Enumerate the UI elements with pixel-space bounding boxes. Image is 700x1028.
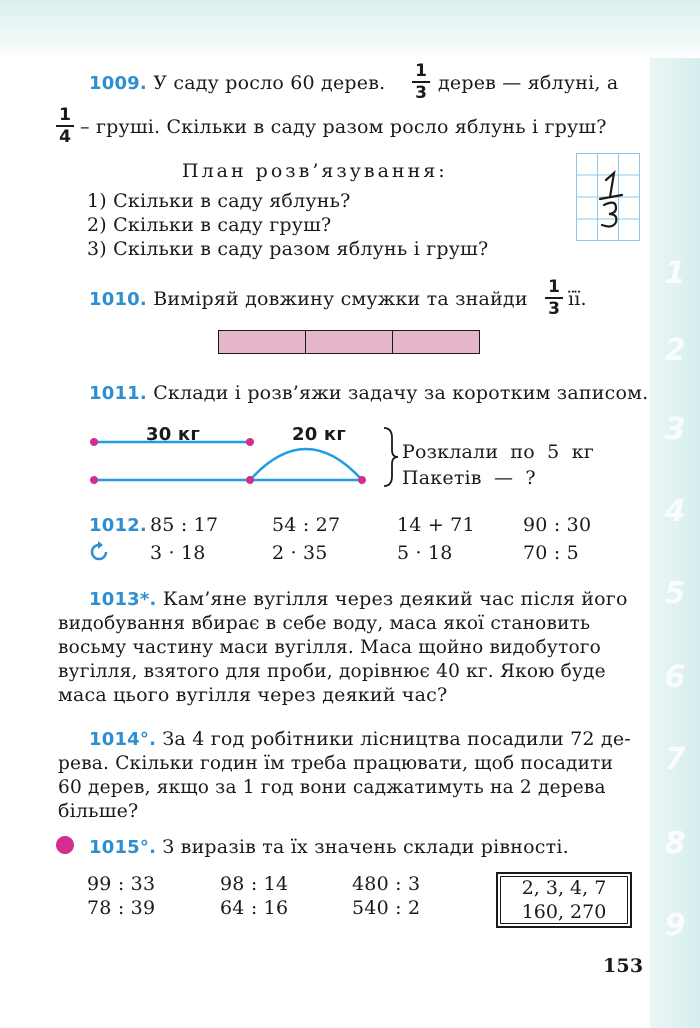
expr-1012-r1c1: 85 : 17 xyxy=(150,514,219,536)
strip-segment xyxy=(306,331,393,353)
plan-step-2: 2) Скільки в саду груш? xyxy=(87,214,332,236)
fraction-one-third xyxy=(412,62,430,102)
curly-brace xyxy=(380,426,400,488)
page-number: 153 xyxy=(603,955,644,977)
problem-1013-line3: восьму частину маси вугілля. Маса щойно видобутого xyxy=(58,637,602,658)
problem-1013-line1 xyxy=(89,588,628,611)
problem-text: За 4 год робітники лісництва посадили 72 де- xyxy=(162,728,631,750)
label-30kg: 30 кг xyxy=(146,424,200,445)
fraction-denominator: 4 xyxy=(59,127,71,147)
grid-notebook-cell xyxy=(576,153,640,241)
measurement-strip xyxy=(218,330,480,354)
problem-number: 1010. xyxy=(89,289,147,310)
problem-1014-line3: 60 дерев, якщо за 1 год вони саджатимуть на 2 дерева xyxy=(58,777,606,798)
problem-number: 1014°. xyxy=(89,729,157,750)
expr-1012-r1c4: 90 : 30 xyxy=(523,514,592,536)
values-line-1: 2, 3, 4, 7 xyxy=(521,877,607,899)
fraction-one-quarter xyxy=(56,106,74,146)
expr-1012-r2c2: 2 · 35 xyxy=(272,542,328,564)
expr-1015-c1-r2: 78 : 39 xyxy=(87,897,156,919)
fraction-numerator: 1 xyxy=(59,105,71,125)
expr-1015-c3-r2: 540 : 2 xyxy=(352,897,421,919)
page-header-band xyxy=(0,0,700,58)
problem-1011 xyxy=(89,382,648,405)
strip-segment xyxy=(393,331,479,353)
problem-text: Склади і розв’яжи задачу за коротким записом. xyxy=(153,382,649,404)
side-tab-band xyxy=(650,58,700,1028)
expr-1015-c2-r2: 64 : 16 xyxy=(220,897,289,919)
fraction-denominator: 3 xyxy=(415,83,427,103)
problem-1013-line4: вугілля, взятого для проби, дорівнює 40 кг. Якою буде xyxy=(58,661,606,682)
expr-1012-r1c2: 54 : 27 xyxy=(272,514,341,536)
problem-text: Кам’яне вугілля через деякий час після його xyxy=(162,588,628,610)
side-tab-number: 7 xyxy=(664,742,686,777)
expr-1012-r1c3: 14 + 71 xyxy=(397,514,475,536)
problem-1014-line2: рева. Скільки годин їм треба працювати, щоб посадити xyxy=(58,753,614,774)
values-box xyxy=(496,872,632,928)
note-portion: Розклали по 5 кг xyxy=(402,441,594,463)
magenta-bullet-icon xyxy=(56,836,74,854)
fraction-numerator: 1 xyxy=(548,277,560,297)
problem-1015 xyxy=(89,836,569,859)
values-line-2: 160, 270 xyxy=(521,901,607,923)
side-tab-number: 9 xyxy=(664,908,686,943)
problem-text: Виміряй довжину смужки та знайди xyxy=(153,288,528,310)
fraction-numerator: 1 xyxy=(415,61,427,81)
problem-number: 1013*. xyxy=(89,589,157,610)
plan-step-1: 1) Скільки в саду яблунь? xyxy=(87,190,351,212)
problem-1009-line2: – груші. Скільки в саду разом росло яблунь і груш? xyxy=(80,116,607,138)
expr-1015-c2-r1: 98 : 14 xyxy=(220,873,289,895)
circular-arrows-icon xyxy=(87,540,111,564)
side-tab-number: 5 xyxy=(664,576,686,611)
label-20kg: 20 кг xyxy=(292,424,346,445)
problem-number: 1009. xyxy=(89,73,147,94)
side-tab-number: 1 xyxy=(664,256,686,291)
expr-1012-r2c4: 70 : 5 xyxy=(523,542,579,564)
note-packets: Пакетів — ? xyxy=(402,467,536,489)
plan-step-3: 3) Скільки в саду разом яблунь і груш? xyxy=(87,238,489,260)
problem-1009-line1-end: дерев — яблуні, а xyxy=(438,72,619,94)
side-tab-number: 4 xyxy=(664,494,686,529)
problem-number: 1015°. xyxy=(89,837,157,858)
problem-1013-line5: маса цього вугілля через деякий час? xyxy=(58,684,448,706)
fraction-one-third xyxy=(545,278,563,318)
problem-1014-line4: більше? xyxy=(58,800,139,822)
problem-text: У саду росло 60 дерев. xyxy=(153,72,386,94)
side-tab-number: 3 xyxy=(664,412,686,447)
fraction-denominator: 3 xyxy=(548,299,560,319)
strip-segment xyxy=(219,331,306,353)
problem-text: З виразів та їх значень склади рівності. xyxy=(162,836,569,858)
side-tab-number: 8 xyxy=(664,826,686,861)
expr-1012-r2c3: 5 · 18 xyxy=(397,542,453,564)
problem-number: 1011. xyxy=(89,383,147,404)
problem-1009-line1 xyxy=(89,72,385,95)
expr-1015-c3-r1: 480 : 3 xyxy=(352,873,421,895)
side-tab-number: 2 xyxy=(664,333,686,368)
problem-1010-end: її. xyxy=(568,288,587,310)
problem-number: 1012. xyxy=(89,515,147,536)
plan-title: План розв’язування: xyxy=(182,160,448,182)
expr-1012-r2c1: 3 · 18 xyxy=(150,542,206,564)
side-tab-number: 6 xyxy=(664,660,686,695)
expr-1015-c1-r1: 99 : 33 xyxy=(87,873,156,895)
problem-1013-line2: видобування вбирає в себе воду, маса якої становить xyxy=(58,613,591,634)
problem-1010 xyxy=(89,288,528,311)
problem-1014-line1 xyxy=(89,728,631,751)
